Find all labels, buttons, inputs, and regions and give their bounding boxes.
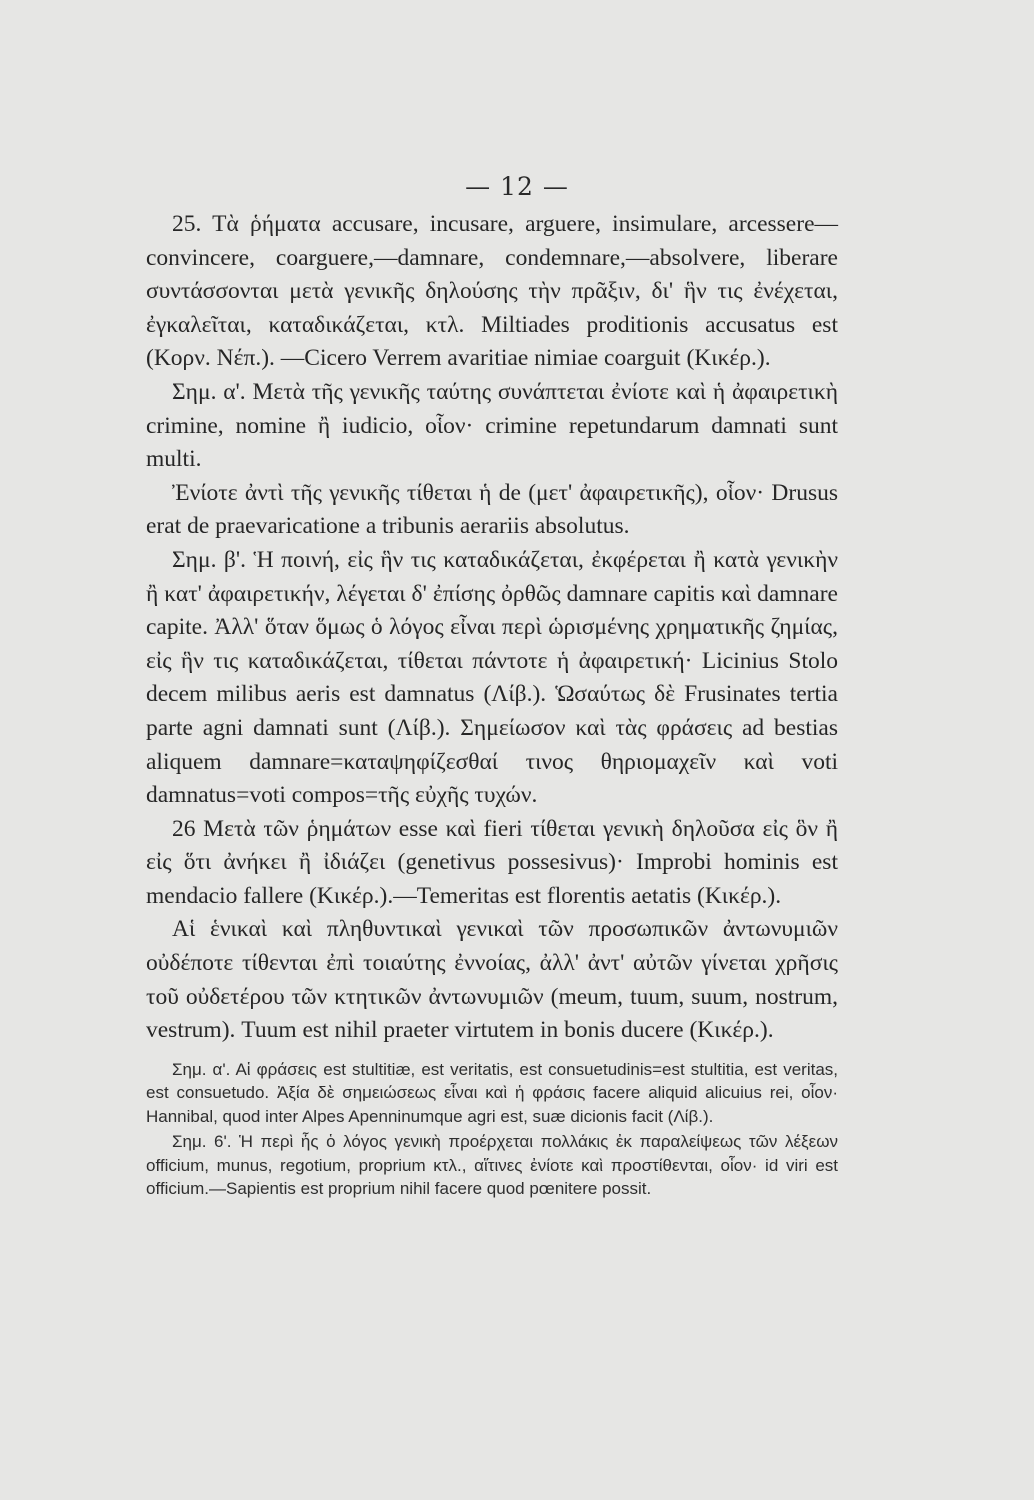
page-number: — 12 — bbox=[465, 172, 569, 201]
paragraph-25-de: Ἐνίοτε ἀντὶ τῆς γενικῆς τίθεται ἡ de (μετ' ἀφαιρετικῆς), οἷον· Drusus erat de praevaricatione a tribunis aerariis absolutus. bbox=[146, 479, 838, 540]
paragraph-26-plural-pronouns: Αἱ ἑνικαὶ καὶ πληθυντικαὶ γενικαὶ τῶν προσωπικῶν ἀντωνυμιῶν οὐδέποτε τίθενται ἐπὶ τοιαύτης ἐννοίας, ἀλλ' ἀντ' αὐτῶν γίνεται χρῆσις τοῦ οὐδετέρου τῶν κτητικῶν ἀντωνυμιῶν (meum, tuum, suum, nostrum, vestrum). Tuum est nihil praeter virtutem in bonis ducere (Κικέρ.). bbox=[146, 916, 838, 1044]
footnote-b: Σημ. 6'. Ἡ περὶ ἧς ὁ λόγος γενικὴ προέρχεται πολλάκις ἐκ παραλείψεως τῶν λέξεων officium, munus, regotium, proprium κτλ., αἵτινες ἐνίοτε καὶ προστίθενται, οἷον· id viri est officium.—Sapientis est proprium nihil facere quod pœnitere possit. bbox=[146, 1132, 838, 1199]
paragraph-25: 25. Τὰ ῥήματα accusare, incusare, arguere, insimulare, arcessere—convincere, coarguere,—damnare, condemnare,—absolvere, liberare συντάσσονται μετὰ γενικῆς δηλούσης τὴν πρᾶξιν, δι' ἣν τις ἐνέχεται, ἐγκαλεῖται, καταδικάζεται, κτλ. Miltiades proditionis accusatus est (Κορν. Νέπ.). —Cicero Verrem avaritiae nimiae coarguit (Κικέρ.). bbox=[146, 211, 838, 372]
paragraph-26: 26 Μετὰ τῶν ῥημάτων esse καὶ fieri τίθεται γενικὴ δηλοῦσα εἰς ὃν ἢ εἰς ὅτι ἀνήκει ἢ ἰδιάζει (genetivus possesivus)· Improbi hominis est mendacio fallere (Κικέρ.).—Temeritas est florentis aetatis (Κικέρ.). bbox=[146, 815, 838, 909]
footnote-a: Σημ. α'. Αἱ φράσεις est stultitiæ, est veritatis, est consuetudinis=est stultitia, est veritas, est consuetudo. Ἀξία δὲ σημειώσεως εἶναι καὶ ἡ φράσις facere aliquid alicuius rei, οἷον· Hannibal, quod inter Alpes Apenninumque agri est, suæ dicionis facit (Λίβ.). bbox=[146, 1059, 838, 1126]
paragraph-25-note-a: Σημ. α'. Μετὰ τῆς γενικῆς ταύτης συνάπτεται ἐνίοτε καὶ ἡ ἀφαιρετικὴ crimine, nomine ἢ iudicio, οἷον· crimine repetundarum damnati sunt multi. bbox=[146, 378, 838, 473]
page-body bbox=[146, 208, 838, 1201]
paragraph-25-note-b: Σημ. β'. Ἡ ποινή, εἰς ἣν τις καταδικάζεται, ἐκφέρεται ἢ κατὰ γενικὴν ἢ κατ' ἀφαιρετικήν, λέγεται δ' ἐπίσης ὀρθῶς damnare capitis καὶ damnare capite. Ἀλλ' ὅταν ὅμως ὁ λόγος εἶναι περὶ ὡρισμένης χρηματικῆς ζημίας, εἰς ἣν τις καταδικάζεται, τίθεται πάντοτε ἡ ἀφαιρετική· Licinius Stolo decem milibus aeris est damnatus (Λίβ.). Ὡσαύτως δὲ Frusinates tertia parte agni damnati sunt (Λίβ.). Σημείωσον καὶ τὰς φράσεις ad bestias aliquem damnare=καταψηφίζεσθαί τινος θηριομαχεῖν καὶ voti damnatus=voti compos=τῆς εὐχῆς τυχών. bbox=[146, 546, 838, 809]
